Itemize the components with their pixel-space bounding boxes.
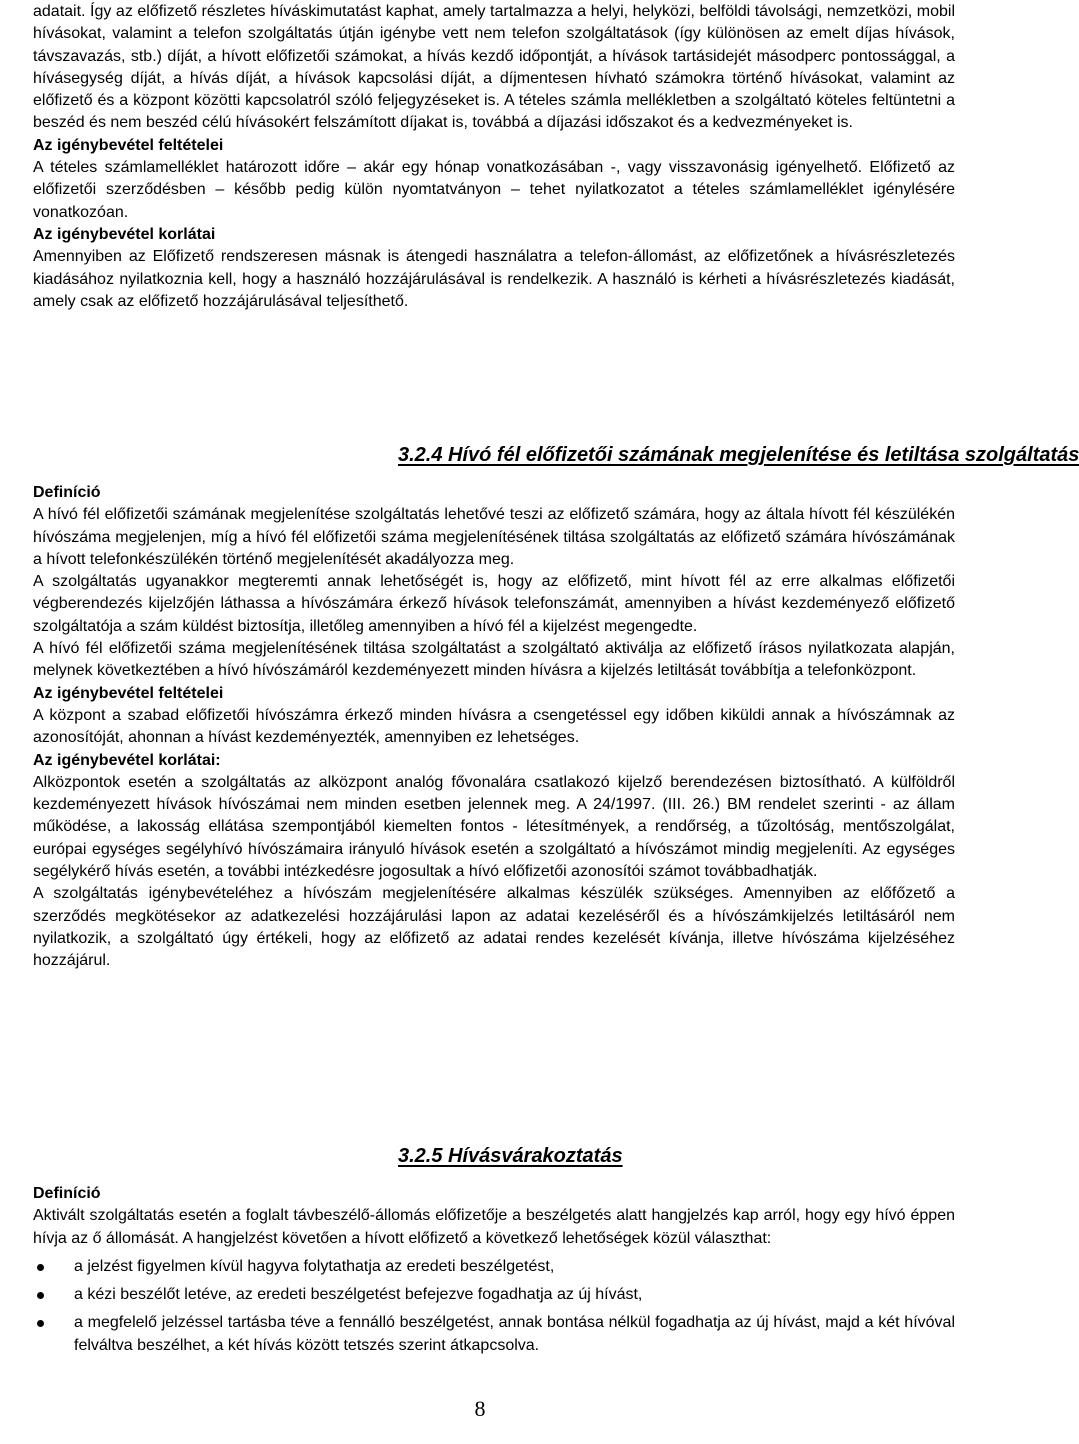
conditions-label: Az igénybevétel feltételei: [33, 684, 224, 702]
caller-id-restriction-paragraph: A hívó fél előfizetői száma megjelenítésének tiltása szolgáltatást a szolgáltató aktiválja az előfizető írásos nyilatkozata alapján, melynek következtében a hívó hívószámáról kezdeményezett minden hívásra a kijelzés letiltását továbbítja a telefonközpont.: [33, 640, 955, 680]
section-3-2-5-body: [33, 1183, 955, 1363]
previous-section-continuation: [33, 1, 955, 313]
bullet-icon: [37, 1320, 44, 1327]
list-item: [33, 1256, 955, 1278]
page-number: 8: [474, 1396, 486, 1421]
list-item-text: a kézi beszélőt letéve, az eredeti beszélgetést befejezve fogadhatja az új hívást,: [74, 1286, 643, 1304]
call-waiting-options-list: [33, 1256, 955, 1357]
caller-id-definition-paragraph: A hívó fél előfizetői számának megjelenítése szolgáltatás lehetővé teszi az előfizető számára, hogy az általa hívott fél készülékén hívószáma megjelenjen, míg a hívó fél előfizetői száma megjelenítésének tiltása szolgáltatás az előfizető számára hívószámának a hívott telefonkészülékén történő megjelenítését akadályozza meg.: [33, 506, 955, 568]
call-waiting-definition-paragraph: Aktivált szolgáltatás esetén a foglalt távbeszélő-állomás előfizetője a beszélgetés alatt hangjelzés kap arról, hogy egy hívó éppen hívja az ő állomását. A hangjelzést követően a hívott előfizető a következő lehetőségek közül választhat:: [33, 1207, 955, 1247]
list-item-text: a megfelelő jelzéssel tartásba téve a fennálló beszélgetést, annak bontása nélkül fogadhatja az új hívást, majd a két hívóval felváltva beszélhet, a két hívás között tetszés szerint átkapcsolva.: [74, 1314, 955, 1354]
section-heading-3-2-4: 3.2.4 Hívó fél előfizetői számának megjelenítése és letiltása szolgáltatás: [398, 444, 1079, 466]
caller-id-display-paragraph: A szolgáltatás ugyanakkor megteremti annak lehetőségét is, hogy az előfizető, mint hívott fél az erre alkalmas előfizetői végberendezés kijelzőjén láthassa a hívószámára érkező hívások telefonszámát, amennyiben a hívást kezdeményező előfizető szolgáltatója a szám küldést biztosítja, illetőleg amennyiben a hívó fél a kijelzést megengedte.: [33, 573, 955, 635]
list-item-text: a jelzést figyelmen kívül hagyva folytathatja az eredeti beszélgetést,: [74, 1257, 555, 1275]
caller-id-limits-paragraph: Alközpontok esetén a szolgáltatás az alközpont analóg fővonalára csatlakozó kijelző berendezésen biztosítható. A külföldről kezdeményezett hívások hívószámai nem minden esetben jelennek meg. A 24/1997. (III. 26.) BM rendelet szerinti - az állam működése, a lakosság ellátása szempontjából kiemelten fontos - létesítmények, a rendőrség, a tűzoltóság, mentőszolgálat, európai egységes segélyhívó hívószámaira irányuló hívások esetén a szolgáltató a hívószámot mindig megjeleníti. Az egységes segélykérő hívás esetén, a további intézkedésre jogosultak a hívó előfizetői azonosítói számot továbbadhatják.: [33, 773, 955, 881]
itemized-bill-limits-paragraph: Amennyiben az Előfizető rendszeresen másnak is átengedi használatra a telefon-állomást, az előfizetőnek a hívásrészletezés kiadásához nyilatkoznia kell, hogy a használó hozzájárulásával is rendelkezik. A használó is kérheti a hívásrészletezés kiadását, amely csak az előfizető hozzájárulásával teljesíthető.: [33, 248, 955, 310]
conditions-label: Az igénybevétel feltételei: [33, 136, 224, 154]
itemized-bill-paragraph: adatait. Így az előfizető részletes híváskimutatást kaphat, amely tartalmazza a helyi, helyközi, belföldi távolsági, nemzetközi, mobil hívásokat, valamint a telefon szolgáltatás útján igénybe vett nem telefon szolgáltatások (így különösen az emelt díjas hívások, távszavazás, stb.) díját, a hívott előfizetői számokat, a hívás kezdő időpontját, a hívások tartásidejét másodperc pontossággal, a hívásegység díját, a hívás díját, a hívások kapcsolási díját, a díjmentesen hívható számokra történő hívásokat, valamint az előfizető és a központ közötti kapcsolatról szóló feljegyzéseket is. A tételes számla mellékletben a szolgáltató köteles feltüntetni a beszéd és nem beszéd célú hívásokért felszámított díjakat is, továbbá a díjazási időszakot és a kedvezményeket is.: [33, 3, 955, 132]
section-heading-3-2-5: 3.2.5 Hívásvárakoztatás: [398, 1145, 623, 1167]
limits-label: Az igénybevétel korlátai:: [33, 751, 221, 769]
definition-label: Definíció: [33, 1185, 101, 1202]
caller-id-device-paragraph: A szolgáltatás igénybevételéhez a hívószám megjelenítésére alkalmas készülék szükséges. Amennyiben az előfőzető a szerződés megkötésekor az adatkezelési hozzájárulási lapon az adatai kezeléséről és a hívószámkijelzés letiltásáról nem nyilatkozik, a szolgáltató úgy értékeli, hogy az előfizető az adatai rendes kezelését kívánja, illetve hívószáma kijelzéséhez hozzájárul.: [33, 885, 955, 970]
caller-id-conditions-paragraph: A központ a szabad előfizetői hívószámra érkező minden hívásra a csengetéssel egy időben kiküldi annak a hívószámnak az azonosítóját, ahonnan a hívást kezdeményezték, amennyiben ez lehetséges.: [33, 706, 955, 747]
list-item: [33, 1284, 955, 1306]
limits-label: Az igénybevétel korlátai: [33, 225, 216, 243]
bullet-icon: [37, 1264, 44, 1271]
itemized-bill-conditions-paragraph: A tételes számlamelléklet határozott időre – akár egy hónap vonatkozásában -, vagy visszavonásig igényelhető. Előfizető az előfizetői szerződésben – később pedig külön nyomtatványon – tehet nyilatkozatot a tételes számlamelléklet igénylésére vonatkozóan.: [33, 159, 955, 221]
bullet-icon: [37, 1292, 44, 1299]
definition-label: Definíció: [33, 484, 101, 501]
list-item: [33, 1312, 955, 1357]
section-3-2-4-body: [33, 482, 955, 973]
